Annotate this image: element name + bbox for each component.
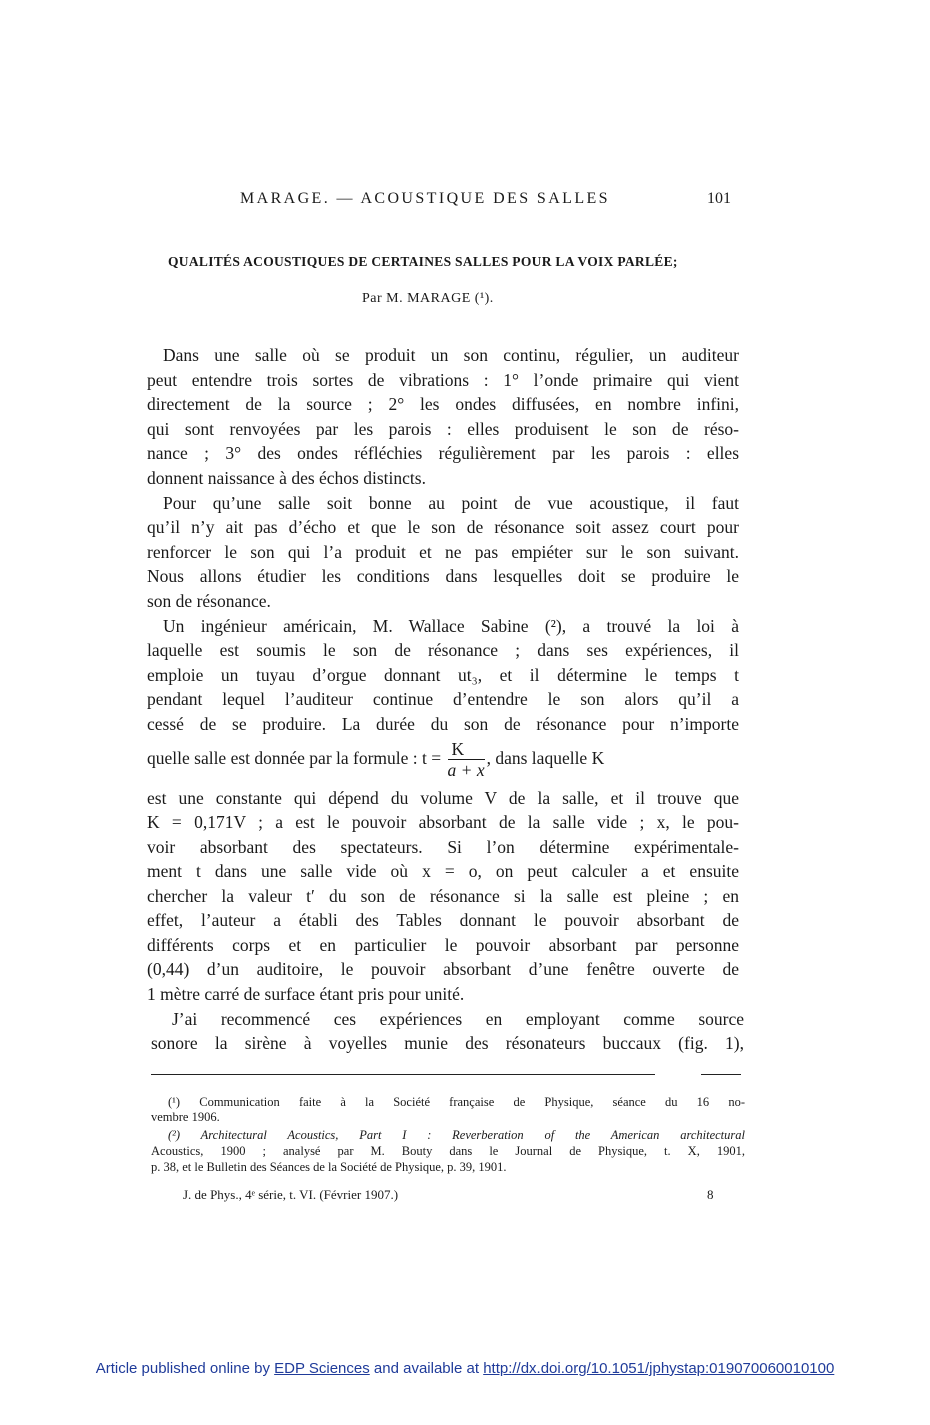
body-line: Dans une salle où se produit un son continu, régulier, un auditeur	[163, 345, 739, 365]
body-line: différents corps et en particulier le pouvoir absorbant par personne	[147, 935, 739, 955]
body-line: 1 mètre carré de surface étant pris pour unité.	[147, 984, 465, 1004]
body-line: J’ai recommencé ces expériences en employant comme source	[172, 1009, 744, 1029]
body-line: Pour qu’une salle soit bonne au point de vue acoustique, il faut	[163, 493, 739, 513]
page-number: 101	[707, 190, 731, 207]
body-line: son de résonance.	[147, 591, 271, 611]
body-line: cessé de se produire. La durée du son de résonance pour n’importe	[147, 714, 739, 734]
sheet-number: 8	[707, 1187, 714, 1202]
body-line: emploie un tuyau d’orgue donnant ut₃, et il détermine le temps t	[147, 665, 739, 685]
body-line: peut entendre trois sortes de vibrations : 1° l’onde primaire qui vient	[147, 370, 739, 390]
body-line: pendant lequel l’auditeur continue d’entendre le son alors qu’il a	[147, 689, 739, 709]
footnote-line: (²) Architectural Acoustics, Part I : Reverberation of the American architectural	[168, 1128, 745, 1142]
running-title: MARAGE. — ACOUSTIQUE DES SALLES	[240, 190, 610, 207]
formula-tail: , dans laquelle K	[486, 748, 605, 768]
banner-prefix: Article published online by	[95, 1360, 270, 1377]
formula-line	[147, 738, 739, 780]
body-line: Un ingénieur américain, M. Wallace Sabine (²), a trouvé la loi à	[163, 616, 739, 636]
body-line: voir absorbant des spectateurs. Si l’on détermine expérimentale-	[147, 837, 739, 857]
banner-middle: and available at	[373, 1360, 480, 1377]
body-line: sonore la sirène à voyelles munie des résonateurs buccaux (fig. 1),	[151, 1033, 744, 1053]
body-line: donnent naissance à des échos distincts.	[147, 468, 426, 488]
byline: Par M. MARAGE (¹).	[362, 291, 494, 306]
body-line: Nous allons étudier les conditions dans lesquelles doit se produire le	[147, 566, 739, 586]
publisher-link[interactable]: EDP Sciences	[274, 1360, 370, 1377]
body-line: K = 0,171V ; a est le pouvoir absorbant de la salle vide ; x, le pou-	[147, 812, 739, 832]
footnote-line: p. 38, et le Bulletin des Séances de la Société de Physique, p. 39, 1901.	[151, 1160, 507, 1174]
body-line: ment t dans une salle vide où x = o, on peut calculer a et ensuite	[147, 861, 739, 881]
body-line: chercher la valeur t′ du son de résonance si la salle est pleine ; en	[147, 886, 739, 906]
footnote-rule-short	[701, 1074, 741, 1075]
body-line: laquelle est soumis le son de résonance ; dans ses expériences, il	[147, 640, 739, 660]
body-line: nance ; 3° des ondes réfléchies régulièrement par les parois : elles	[147, 443, 739, 463]
formula-lead: quelle salle est donnée par la formule : t =	[147, 748, 442, 768]
body-line: directement de la source ; 2° les ondes diffusées, en nombre infini,	[147, 394, 739, 414]
journal-reference: J. de Phys., 4ᵉ série, t. VI. (Février 1907.)	[183, 1187, 399, 1202]
formula-fraction	[448, 739, 485, 780]
body-line: est une constante qui dépend du volume V de la salle, et il trouve que	[147, 788, 739, 808]
publication-banner	[0, 1360, 930, 1377]
footnote-line: Acoustics, 1900 ; analysé par M. Bouty dans le Journal de Physique, t. X, 1901,	[151, 1144, 745, 1158]
body-line: qu’il n’y ait pas d’écho et que le son de résonance soit assez court pour	[147, 517, 739, 537]
article-title: QUALITÉS ACOUSTIQUES DE CERTAINES SALLES POUR LA VOIX PARLÉE;	[168, 254, 678, 269]
formula-numerator: K	[448, 739, 485, 760]
body-line: effet, l’auteur a établi des Tables donnant le pouvoir absorbant de	[147, 910, 739, 930]
body-line: qui sont renvoyées par les parois : elles produisent le son de réso-	[147, 419, 739, 439]
doi-link[interactable]: http://dx.doi.org/10.1051/jphystap:019070060010100	[483, 1360, 835, 1377]
footnote-line: vembre 1906.	[151, 1110, 220, 1124]
body-line: (0,44) d’un auditoire, le pouvoir absorbant d’une fenêtre ouverte de	[147, 959, 739, 979]
formula-denominator: a + x	[447, 760, 485, 781]
footnote-line: (¹) Communication faite à la Société française de Physique, séance du 16 no-	[168, 1095, 745, 1109]
footnote-rule	[151, 1074, 655, 1075]
body-line: renforcer le son qui l’a produit et ne pas empiéter sur le son suivant.	[147, 542, 739, 562]
